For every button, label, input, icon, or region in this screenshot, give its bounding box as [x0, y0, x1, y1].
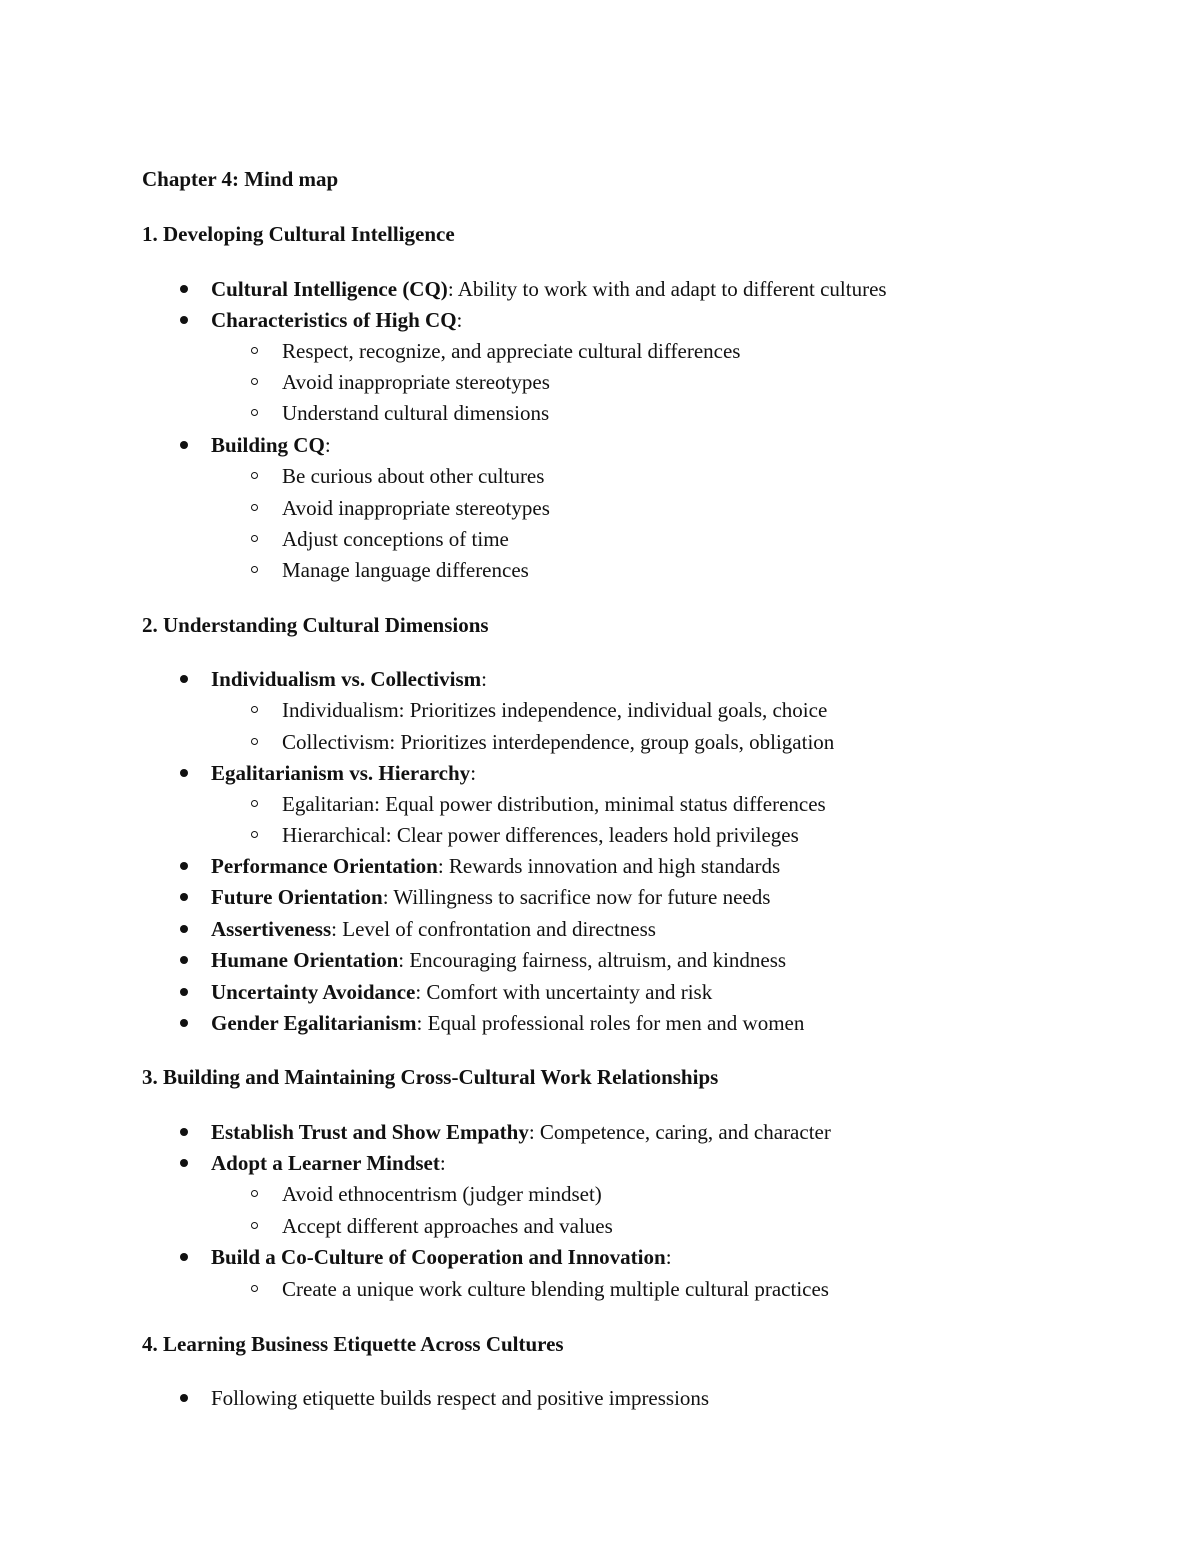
bullet-icon: [180, 285, 188, 293]
sub-list-item: Hierarchical: Clear power differences, leaders hold privileges: [282, 823, 799, 847]
bullet-icon: [180, 1128, 188, 1136]
sub-bullet-icon: [251, 800, 258, 807]
list-item: [211, 1244, 672, 1270]
item-text: : Ability to work with and adapt to different cultures: [447, 277, 887, 301]
bullet-icon: [180, 1159, 188, 1167]
item-text: :: [456, 308, 463, 332]
section-heading: 3. Building and Maintaining Cross-Cultural Work Relationships: [142, 1065, 719, 1089]
sub-list-item: Create a unique work culture blending multiple cultural practices: [282, 1277, 829, 1301]
sub-bullet-icon: [251, 706, 258, 713]
sub-list-item: Adjust conceptions of time: [282, 527, 509, 551]
sub-bullet-icon: [251, 472, 258, 479]
list-item: [211, 853, 780, 879]
list-item: [211, 1385, 709, 1411]
sub-list-item: Understand cultural dimensions: [282, 401, 550, 425]
sub-bullet-icon: [251, 831, 258, 838]
bullet-icon: [180, 925, 188, 933]
sub-list-item: Accept different approaches and values: [282, 1214, 613, 1238]
item-text: :: [665, 1245, 672, 1269]
document-title: Chapter 4: Mind map: [142, 167, 339, 191]
item-term: Individualism vs. Collectivism: [211, 667, 482, 691]
sub-bullet-icon: [251, 535, 258, 542]
sub-list-item: Avoid inappropriate stereotypes: [282, 496, 550, 520]
sub-list-item: Respect, recognize, and appreciate cultural differences: [282, 339, 741, 363]
list-item: [211, 1010, 804, 1036]
bullet-icon: [180, 675, 188, 683]
item-text: : Comfort with uncertainty and risk: [415, 980, 713, 1004]
list-item: [211, 432, 331, 458]
bullet-icon: [180, 893, 188, 901]
item-term: Assertiveness: [211, 917, 332, 941]
sub-list-item: Individualism: Prioritizes independence, individual goals, choice: [282, 698, 828, 722]
bullet-icon: [180, 1253, 188, 1261]
bullet-icon: [180, 862, 188, 870]
item-text: Following etiquette builds respect and positive impressions: [211, 1386, 710, 1410]
sub-bullet-icon: [251, 566, 258, 573]
list-item: [211, 1119, 831, 1145]
sub-bullet-icon: [251, 347, 258, 354]
sub-list-item: Avoid ethnocentrism (judger mindset): [282, 1182, 602, 1206]
sub-bullet-icon: [251, 1285, 258, 1292]
item-term: Performance Orientation: [211, 854, 438, 878]
item-term: Build a Co-Culture of Cooperation and Innovation: [211, 1245, 666, 1269]
item-term: Cultural Intelligence (CQ): [211, 277, 448, 301]
section-heading: 1. Developing Cultural Intelligence: [142, 222, 455, 246]
sub-bullet-icon: [251, 1222, 258, 1229]
list-item: [211, 979, 712, 1005]
item-text: :: [470, 761, 477, 785]
item-text: : Competence, caring, and character: [528, 1120, 831, 1144]
item-text: : Level of confrontation and directness: [331, 917, 656, 941]
item-text: : Willingness to sacrifice now for future needs: [382, 885, 771, 909]
item-text: :: [481, 667, 487, 691]
bullet-icon: [180, 769, 188, 777]
list-item: [211, 916, 656, 942]
item-term: Future Orientation: [211, 885, 383, 909]
section-heading: 4. Learning Business Etiquette Across Cultures: [142, 1332, 564, 1356]
item-term: Establish Trust and Show Empathy: [211, 1120, 529, 1144]
sub-list-item: Manage language differences: [282, 558, 529, 582]
list-item: [211, 276, 887, 302]
item-term: Humane Orientation: [211, 948, 399, 972]
item-term: Adopt a Learner Mindset: [211, 1151, 440, 1175]
sub-bullet-icon: [251, 504, 258, 511]
item-text: : Equal professional roles for men and women: [416, 1011, 805, 1035]
item-term: Characteristics of High CQ: [211, 308, 457, 332]
item-term: Egalitarianism vs. Hierarchy: [211, 761, 471, 785]
bullet-icon: [180, 1394, 188, 1402]
section-heading: 2. Understanding Cultural Dimensions: [142, 613, 489, 637]
bullet-icon: [180, 441, 188, 449]
bullet-icon: [180, 1019, 188, 1027]
bullet-icon: [180, 988, 188, 996]
list-item: [211, 307, 462, 333]
item-text: : Rewards innovation and high standards: [437, 854, 781, 878]
sub-bullet-icon: [251, 1190, 258, 1197]
bullet-icon: [180, 316, 188, 324]
item-term: Uncertainty Avoidance: [211, 980, 416, 1004]
sub-list-item: Avoid inappropriate stereotypes: [282, 370, 550, 394]
item-text: :: [439, 1151, 446, 1175]
item-term: Gender Egalitarianism: [211, 1011, 417, 1035]
list-item: [211, 760, 476, 786]
sub-list-item: Egalitarian: Equal power distribution, minimal status differences: [282, 792, 826, 816]
list-item: [211, 666, 487, 692]
sub-list-item: Be curious about other cultures: [282, 464, 545, 488]
list-item: [211, 884, 770, 910]
list-item: [211, 947, 786, 973]
list-item: [211, 1150, 446, 1176]
sub-bullet-icon: [251, 378, 258, 385]
item-text: : Encouraging fairness, altruism, and kindness: [398, 948, 787, 972]
sub-bullet-icon: [251, 738, 258, 745]
sub-list-item: Collectivism: Prioritizes interdependence, group goals, obligation: [282, 730, 835, 754]
sub-bullet-icon: [251, 409, 258, 416]
bullet-icon: [180, 956, 188, 964]
item-term: Building CQ: [211, 433, 325, 457]
item-text: :: [324, 433, 331, 457]
